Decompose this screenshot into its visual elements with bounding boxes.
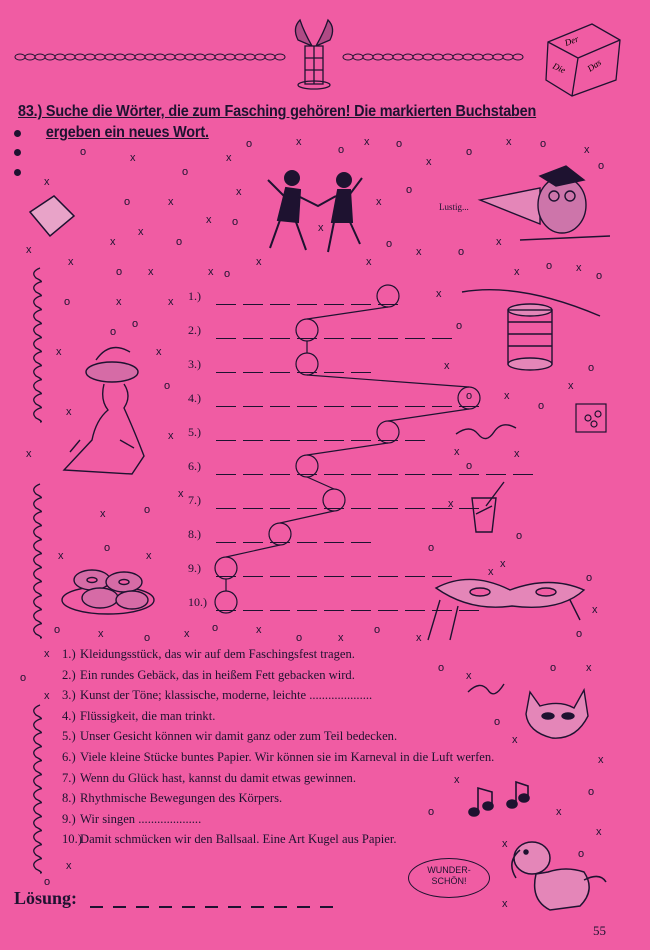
letter-slot[interactable] [243,542,263,543]
puzzle-row-label: 2.) [188,323,201,337]
dancing-couple-icon [268,171,362,252]
cross-mark-icon: x [66,860,72,872]
cross-mark-icon: x [206,214,212,226]
circle-mark-icon: o [64,296,71,308]
letter-slot[interactable] [405,406,425,407]
connector-line [307,375,469,387]
letter-slot[interactable] [216,474,236,475]
cross-mark-icon: x [44,176,50,188]
clue-number: 6.) [62,750,76,764]
solution-letter-slot[interactable] [274,906,287,908]
cross-mark-icon: x [502,838,508,850]
puzzle-row-label: 10.) [188,595,207,609]
letter-slot[interactable] [297,440,317,441]
letter-slot[interactable] [270,406,290,407]
cat-mask-icon [526,690,588,738]
clue-text: Kleidungsstück, das wir auf dem Faschingsfest tragen. [80,647,355,661]
clue-text: Kunst der Töne; klassische, moderne, leichte .................... [80,688,373,703]
cross-mark-icon: x [148,266,154,278]
dog-icon [512,842,606,910]
circle-mark-icon: o [374,624,381,636]
clue-item [62,812,201,827]
cross-mark-icon: x [168,196,174,208]
cross-mark-icon: x [514,448,520,460]
cross-mark-icon: x [184,628,190,640]
circle-mark-icon: o [576,628,583,640]
clue-item [62,771,356,786]
solution-letter-slot[interactable] [297,906,310,908]
letter-slot[interactable] [486,474,506,475]
circle-mark-icon: o [438,662,445,674]
letter-slot[interactable] [378,508,398,509]
letter-slot[interactable] [270,542,290,543]
puzzle-row-label: 9.) [188,561,201,575]
circle-mark-icon: o [144,632,151,644]
solution-letter-slot[interactable] [205,906,218,908]
badge-das: Das [585,57,604,74]
clue-number: 9.) [62,811,76,826]
cross-mark-icon: x [100,508,106,520]
letter-slot[interactable] [432,610,452,611]
puzzle-row-label: 4.) [188,391,201,405]
solution-label: Lösung: [14,888,78,908]
letter-slot[interactable] [432,508,452,509]
connector-line [307,443,388,455]
puzzle-row-label: 5.) [188,425,201,439]
cross-mark-icon: x [416,246,422,258]
letter-slot[interactable] [378,576,398,577]
puzzle-row-label: 3.) [188,357,201,371]
cross-mark-icon: x [454,446,460,458]
cross-mark-icon: x [44,690,50,702]
circle-mark-icon: o [466,390,473,402]
letter-slot[interactable] [351,474,371,475]
letter-slot[interactable] [432,576,452,577]
solution-letter-slot[interactable] [228,906,241,908]
circle-mark-icon: o [386,238,393,250]
circle-mark-icon: o [296,632,303,644]
clue-item [62,750,494,765]
puzzle-row-label: 7.) [188,493,201,507]
cross-mark-icon: x [416,632,422,644]
cross-mark-icon: x [576,262,582,274]
badge-die: Die [551,60,568,76]
cross-mark-icon: x [366,256,372,268]
cross-mark-icon: x [598,754,604,766]
cross-mark-icon: x [296,136,302,148]
letter-slot[interactable] [378,406,398,407]
letter-slot[interactable] [216,406,236,407]
letter-slot[interactable] [243,338,263,339]
cross-mark-icon: x [364,136,370,148]
puzzle-row-label: 6.) [188,459,201,473]
circle-mark-icon: o [596,270,603,282]
clue-item [62,668,355,683]
solution-letter-slot[interactable] [159,906,172,908]
circle-mark-icon: o [116,266,123,278]
letter-slot[interactable] [297,406,317,407]
circle-mark-icon: o [164,380,171,392]
cross-mark-icon: x [98,628,104,640]
circle-mark-icon: o [540,138,547,150]
cross-mark-icon: x [168,296,174,308]
circle-mark-icon: o [586,572,593,584]
connector-line [307,307,388,319]
circle-mark-icon: o [132,318,139,330]
letter-slot[interactable] [297,304,317,305]
clue-text: Flüssigkeit, die man trinkt. [80,708,216,723]
cross-mark-icon: x [26,244,32,256]
letter-slot[interactable] [297,474,317,475]
circle-mark-icon: o [124,196,131,208]
cross-mark-icon: x [448,498,454,510]
puzzle-path [215,285,480,613]
cross-mark-icon: x [58,550,64,562]
letter-slot[interactable] [324,372,344,373]
circle-mark-icon: o [516,530,523,542]
cross-mark-icon: x [488,566,494,578]
circle-mark-icon: o [44,876,51,888]
circle-mark-icon: o [224,268,231,280]
letter-slot[interactable] [243,406,263,407]
letter-slot[interactable] [378,474,398,475]
spiral-streamer-left-bottom [34,484,42,638]
circle-mark-icon: o [338,144,345,156]
letter-slot[interactable] [297,508,317,509]
clue-number: 1.) [62,647,76,661]
donuts-plate-icon [62,570,154,614]
circle-mark-icon: o [20,672,27,684]
letter-slot[interactable] [297,372,317,373]
title-line-2: ergeben ein neues Wort. [45,124,209,141]
spiral-streamer-left-top [34,268,42,422]
cross-mark-icon: x [146,550,152,562]
solution-letter-slot[interactable] [182,906,195,908]
letter-slot[interactable] [324,576,344,577]
cross-mark-icon: x [68,256,74,268]
clue-item [62,791,282,806]
clue-number: 10.) [62,832,82,847]
letter-slot[interactable] [513,474,533,475]
cross-mark-icon: x [156,346,162,358]
letter-slot[interactable] [405,610,425,611]
letter-slot[interactable] [270,576,290,577]
letter-slot[interactable] [351,372,371,373]
letter-slot[interactable] [351,338,371,339]
letter-slot[interactable] [405,440,425,441]
cross-mark-icon: x [454,774,460,786]
letter-slot[interactable] [243,304,263,305]
connector-line [388,409,469,421]
cross-mark-icon: x [56,346,62,358]
letter-slot[interactable] [216,508,236,509]
circle-mark-icon: o [494,716,501,728]
letter-slot[interactable] [270,338,290,339]
circle-mark-icon: o [458,246,465,258]
letter-slot[interactable] [243,474,263,475]
letter-slot[interactable] [351,406,371,407]
letter-slot[interactable] [405,576,425,577]
cross-mark-icon: x [444,360,450,372]
clue-text: Wir singen .................... [80,811,202,826]
cross-mark-icon: x [256,256,262,268]
circle-mark-icon: o [396,138,403,150]
letter-slot[interactable] [216,304,236,305]
cross-mark-icon: x [376,196,382,208]
letter-slot[interactable] [270,440,290,441]
cross-mark-icon: x [514,266,520,278]
letter-slot[interactable] [459,406,479,407]
cross-mark-icon: x [512,734,518,746]
clue-text: Damit schmücken wir den Ballsaal. Eine Art Kugel aus Papier. [80,832,397,847]
letter-slot[interactable] [459,508,479,509]
cross-mark-icon: x [44,648,50,660]
cross-mark-icon: x [596,826,602,838]
circle-mark-icon: o [538,400,545,412]
circle-mark-icon: o [550,662,557,674]
cross-mark-icon: x [338,632,344,644]
letter-slot[interactable] [216,440,236,441]
letter-slot[interactable] [324,474,344,475]
cross-mark-icon: x [130,152,136,164]
clue-number: 4.) [62,708,76,723]
circle-mark-icon: o [466,146,473,158]
cross-mark-icon: x [504,390,510,402]
letter-slot[interactable] [459,610,479,611]
letter-slot[interactable] [324,338,344,339]
clue-item [62,729,397,744]
dog-speech-line-1: WUNDER- [427,865,471,875]
clue-number: 5.) [62,729,76,744]
cross-mark-icon: x [256,624,262,636]
circle-mark-icon: o [588,362,595,374]
solution-letter-slot[interactable] [113,906,126,908]
music-notes-icon [469,782,529,816]
cross-mark-icon: x [568,380,574,392]
badge-der: Der [563,33,580,48]
letter-slot[interactable] [351,576,371,577]
circle-mark-icon: o [428,542,435,554]
clue-text: Rhythmische Bewegungen des Körpers. [80,791,283,806]
cross-mark-icon: x [506,136,512,148]
dog-speech-bubble [408,858,490,898]
cross-mark-icon: x [110,236,116,248]
letter-slot[interactable] [270,508,290,509]
clue-text: Wenn du Glück hast, kannst du damit etwas gewinnen. [80,770,356,785]
puzzle-row-label: 1.) [188,289,201,303]
circle-mark-icon: o [428,806,435,818]
circle-mark-icon: o [104,542,111,554]
clue-text: Unser Gesicht können wir damit ganz oder zum Teil bedecken. [80,729,398,744]
clue-number: 8.) [62,791,76,806]
cross-mark-icon: x [236,186,242,198]
clue-item [62,647,355,662]
letter-slot[interactable] [270,372,290,373]
cross-mark-icon: x [208,266,214,278]
tombola-ticket-icon [30,196,74,236]
clue-text: Ein rundes Gebäck, das in heißem Fett gebacken wird. [80,667,355,682]
cross-mark-icon: x [178,488,184,500]
cross-mark-icon: x [26,448,32,460]
circle-mark-icon: o [54,624,61,636]
cross-mark-icon: x [138,226,144,238]
clue-number: 7.) [62,770,76,785]
puzzle-row-label: 8.) [188,527,201,541]
spiral-streamer-left-clues [34,705,42,873]
letter-slot[interactable] [216,610,236,611]
circle-mark-icon: o [466,460,473,472]
cross-mark-icon: x [500,558,506,570]
letter-slot[interactable] [405,338,425,339]
paper-lantern-icon [462,290,600,370]
letter-slot[interactable] [351,610,371,611]
circle-mark-icon: o [212,622,219,634]
letter-slot[interactable] [324,440,344,441]
cross-mark-icon: x [318,222,324,234]
woman-costume-icon [64,348,144,475]
connector-line [307,477,334,489]
circle-mark-icon: o [598,160,605,172]
letter-slot[interactable] [243,576,263,577]
clue-item [62,832,397,847]
clue-item [62,709,215,724]
letter-slot[interactable] [216,542,236,543]
cross-mark-icon: x [466,670,472,682]
solution-letter-slot[interactable] [136,906,149,908]
circle-mark-icon: o [80,146,87,158]
cross-mark-icon: x [502,898,508,910]
clue-number: 3.) [62,688,76,703]
letter-slot[interactable] [216,576,236,577]
cross-mark-icon: x [168,430,174,442]
page-number: 55 [593,923,606,938]
circle-mark-icon: o [176,236,183,248]
letter-slot[interactable] [405,508,425,509]
letter-slot[interactable] [432,338,452,339]
circle-mark-icon: o [578,848,585,860]
letter-slot[interactable] [351,440,371,441]
letter-slot[interactable] [243,372,263,373]
streamer-icon [456,425,516,694]
letter-slot[interactable] [243,610,263,611]
letter-slot[interactable] [270,474,290,475]
circle-mark-icon: o [144,504,151,516]
letter-slot[interactable] [351,508,371,509]
owl-speech-text: Lustig... [439,202,469,212]
letter-slot[interactable] [297,610,317,611]
cross-mark-icon: x [226,152,232,164]
letter-slot[interactable] [351,304,371,305]
letter-slot[interactable] [216,338,236,339]
letter-slot[interactable] [432,406,452,407]
clue-number: 2.) [62,667,76,682]
connector-line [280,511,334,523]
letter-slot[interactable] [378,610,398,611]
letter-slot[interactable] [378,338,398,339]
letter-slot[interactable] [324,508,344,509]
solution-letter-slot[interactable] [320,906,333,908]
cross-mark-icon: x [436,288,442,300]
circle-mark-icon: o [246,138,253,150]
letter-slot[interactable] [324,406,344,407]
letter-slot[interactable] [324,542,344,543]
solution-letter-slot[interactable] [90,906,103,908]
letter-slot[interactable] [297,542,317,543]
clue-text: Viele kleine Stücke buntes Papier. Wir können sie im Karneval in die Luft werfen. [80,750,495,764]
title-line-1: 83.) Suche die Wörter, die zum Fasching gehören! Die markierten Buchstaben [18,103,537,120]
cross-mark-icon: x [426,156,432,168]
cross-mark-icon: x [592,604,598,616]
solution-letter-slot[interactable] [251,906,264,908]
drink-glass-icon [472,482,504,532]
letter-slot[interactable] [324,610,344,611]
letter-slot[interactable] [378,304,398,305]
letter-slot[interactable] [432,474,452,475]
letter-slot[interactable] [405,474,425,475]
letter-slot[interactable] [270,304,290,305]
cross-mark-icon: x [496,236,502,248]
letter-slot[interactable] [459,474,479,475]
cross-mark-icon: x [116,296,122,308]
letter-slot[interactable] [216,372,236,373]
letter-slot[interactable] [243,440,263,441]
circle-mark-icon: o [546,260,553,272]
letter-slot[interactable] [243,508,263,509]
letter-slot[interactable] [297,576,317,577]
circle-mark-icon: o [110,326,117,338]
confetti-icon [576,404,606,432]
clue-item [62,688,372,703]
letter-slot[interactable] [297,338,317,339]
dog-speech-line-2: SCHÖN! [431,876,467,886]
letter-slot[interactable] [324,304,344,305]
cross-mark-icon: x [586,662,592,674]
cross-mark-icon: x [556,806,562,818]
circle-mark-icon: o [456,320,463,332]
connector-line [226,545,280,557]
circle-mark-icon: o [588,786,595,798]
letter-slot[interactable] [351,542,371,543]
cross-mark-icon: x [584,144,590,156]
circle-mark-icon: o [182,166,189,178]
circle-mark-icon: o [232,216,239,228]
cross-mark-icon: x [66,406,72,418]
letter-slot[interactable] [378,440,398,441]
letter-slot[interactable] [270,610,290,611]
party-owl-icon [480,166,610,240]
circle-mark-icon: o [406,184,413,196]
